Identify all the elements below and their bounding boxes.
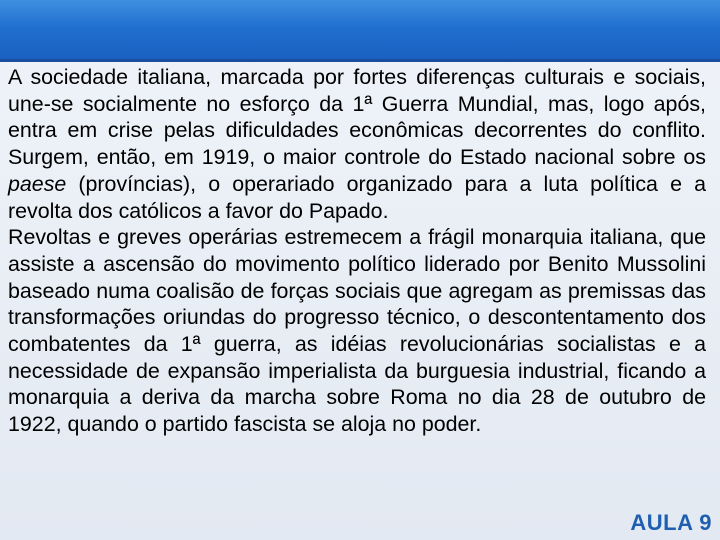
slide-text: [8, 64, 706, 438]
lesson-badge: AULA 9: [630, 510, 712, 535]
paragraph-2: Revoltas e greves operárias estremecem a frágil monarquia italiana, que assiste a ascensão do movimento político liderado por Benito Mussolini baseado numa coalisão de forças sociais que agregam as premissas das transformações oriundas do progresso técnico, o descontentamento dos combatentes da 1ª guerra, as idéias revolucionárias socialistas e a necessidade de expansão imperialista da burguesia industrial, ficando a monarquia a deriva da marcha sobre Roma no dia 28 de outubro de 1922, quando o partido fascista se aloja no poder.: [8, 225, 706, 437]
header-bar: [0, 0, 720, 62]
paragraph-1-italic-term: paese: [8, 171, 67, 196]
paragraph-1-part-b: (províncias), o operariado organizado para a luta política e a revolta dos católicos a favor do Papado.: [8, 171, 706, 223]
paragraph-1: [8, 64, 706, 224]
paragraph-1-part-a: A sociedade italiana, marcada por fortes diferenças culturais e sociais, une-se socialmente no esforço da 1ª Guerra Mundial, mas, logo após, entra em crise pelas dificuldades econômicas decorrentes do conflito. Surgem, então, em 1919, o maior controle do Estado nacional sobre os: [8, 65, 706, 170]
